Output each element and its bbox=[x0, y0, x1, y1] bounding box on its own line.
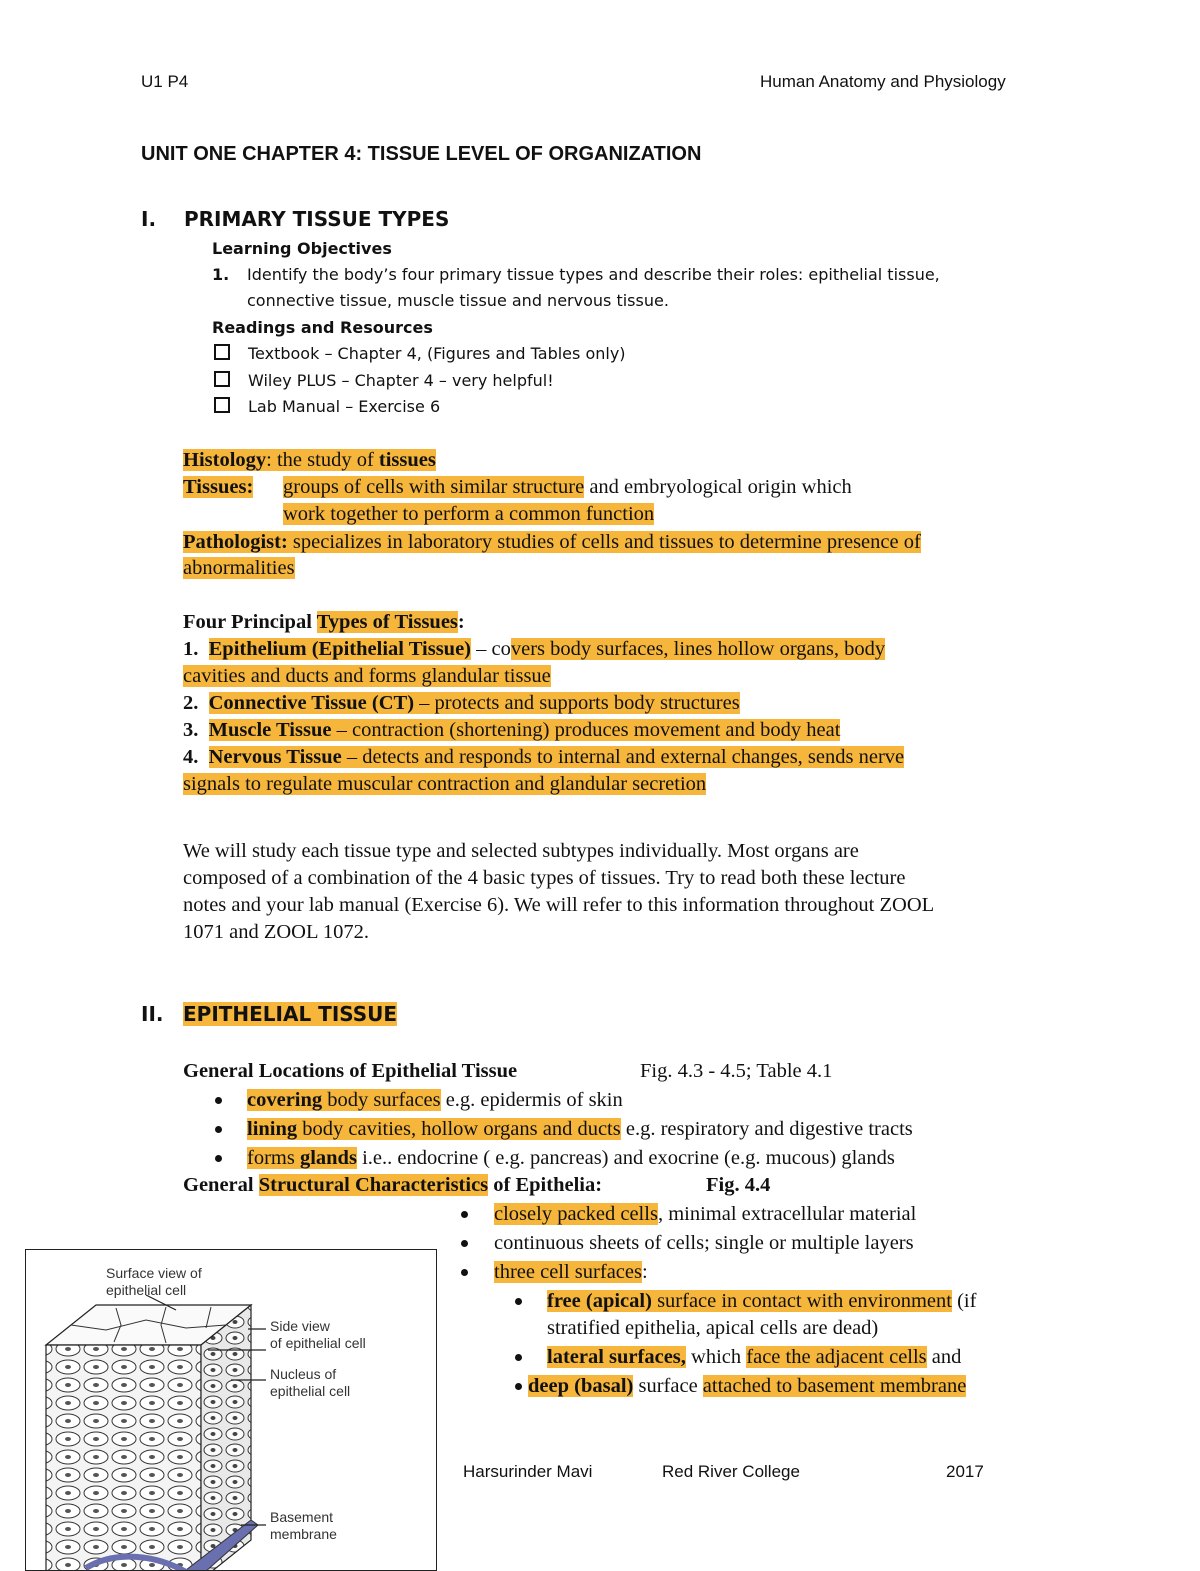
header-left: U1 P4 bbox=[141, 72, 189, 91]
location-3: forms glands i.e.. endocrine ( e.g. pancreas) and exocrine (e.g. mucous) glands bbox=[247, 1147, 895, 1169]
bullet-icon bbox=[215, 1126, 222, 1133]
checkbox-icon bbox=[214, 371, 230, 387]
objective-line-1: Identify the body’s four primary tissue types and describe their roles: epithelial tissue, bbox=[247, 265, 940, 284]
paragraph-line: notes and your lab manual (Exercise 6). We will refer to this information throughout ZOOL bbox=[183, 894, 935, 916]
epithelium-figure bbox=[25, 1249, 437, 1571]
footer-author: Harsurinder Mavi bbox=[463, 1462, 593, 1481]
location-2: lining body cavities, hollow organs and ducts e.g. respiratory and digestive tracts bbox=[247, 1118, 913, 1140]
structure-heading: General Structural Characteristics of Epithelia: bbox=[183, 1174, 603, 1196]
section-1-heading: PRIMARY TISSUE TYPES bbox=[184, 207, 450, 231]
learning-objectives-label: Learning Objectives bbox=[212, 239, 392, 258]
bullet-icon bbox=[461, 1211, 468, 1218]
paragraph-line: We will study each tissue type and selected subtypes individually. Most organs are bbox=[183, 840, 859, 862]
locations-figure-ref: Fig. 4.3 - 4.5; Table 4.1 bbox=[640, 1060, 833, 1082]
objective-line-2: connective tissue, muscle tissue and nervous tissue. bbox=[247, 291, 669, 310]
epithelium-illustration bbox=[26, 1250, 436, 1570]
bullet-icon bbox=[515, 1298, 522, 1305]
paragraph-line: composed of a combination of the 4 basic types of tissues. Try to read both these lecture bbox=[183, 867, 906, 889]
paragraph-line: 1071 and ZOOL 1072. bbox=[183, 921, 369, 943]
types-heading: Four Principal Types of Tissues: bbox=[183, 611, 465, 633]
page-title: UNIT ONE CHAPTER 4: TISSUE LEVEL OF ORGANIZATION bbox=[141, 143, 702, 165]
def-histology: Histology: the study of tissues bbox=[183, 449, 436, 471]
checkbox-icon bbox=[214, 344, 230, 360]
def-tissues: Tissues: bbox=[183, 476, 254, 498]
bullet-icon bbox=[515, 1354, 522, 1361]
def-pathologist-line-2: abnormalities bbox=[183, 557, 295, 579]
bullet-icon bbox=[515, 1383, 522, 1390]
footer-college: Red River College bbox=[662, 1462, 800, 1481]
figure-label-nucleus: Nucleus of epithelial cell bbox=[270, 1366, 351, 1399]
bullet-icon bbox=[461, 1240, 468, 1247]
type-1: 1. Epithelium (Epithelial Tissue) – covers body surfaces, lines hollow organs, body bbox=[183, 638, 886, 660]
characteristic-3: three cell surfaces: bbox=[494, 1261, 648, 1283]
type-4: 4. Nervous Tissue – detects and responds to internal and external changes, sends nerve bbox=[183, 746, 905, 768]
def-pathologist: Pathologist: specializes in laboratory studies of cells and tissues to determine presence of bbox=[183, 531, 921, 553]
type-2: 2. Connective Tissue (CT) – protects and supports body structures bbox=[183, 692, 740, 714]
section-1-number: I. bbox=[141, 207, 157, 231]
characteristic-2: continuous sheets of cells; single or multiple layers bbox=[494, 1232, 914, 1254]
characteristic-1: closely packed cells, minimal extracellular material bbox=[494, 1203, 917, 1225]
surface-3: deep (basal) surface attached to basement membrane bbox=[528, 1375, 967, 1397]
surface-1-line-2: stratified epithelia, apical cells are dead) bbox=[547, 1317, 879, 1339]
reading-item: Wiley PLUS – Chapter 4 – very helpful! bbox=[214, 371, 554, 390]
checkbox-icon bbox=[214, 397, 230, 413]
figure-label-surface: Surface view of epithelial cell bbox=[106, 1265, 202, 1298]
structure-figure-ref: Fig. 4.4 bbox=[706, 1174, 771, 1196]
footer-year: 2017 bbox=[946, 1462, 984, 1481]
bullet-icon bbox=[215, 1155, 222, 1162]
figure-label-basement: Basement membrane bbox=[270, 1509, 337, 1542]
type-1-line-2: cavities and ducts and forms glandular tissue bbox=[183, 665, 551, 687]
type-3: 3. Muscle Tissue – contraction (shortening) produces movement and body heat bbox=[183, 719, 841, 741]
bullet-icon bbox=[461, 1269, 468, 1276]
section-2-heading: EPITHELIAL TISSUE bbox=[183, 1002, 398, 1026]
type-4-line-2: signals to regulate muscular contraction and glandular secretion bbox=[183, 773, 707, 795]
def-tissues-text: groups of cells with similar structure and embryological origin which bbox=[283, 476, 852, 498]
reading-item: Textbook – Chapter 4, (Figures and Tables only) bbox=[214, 344, 626, 363]
locations-heading: General Locations of Epithelial Tissue bbox=[183, 1060, 518, 1082]
section-2-number: II. bbox=[141, 1002, 164, 1026]
reading-item: Lab Manual – Exercise 6 bbox=[214, 397, 440, 416]
readings-label: Readings and Resources bbox=[212, 318, 433, 337]
header-right: Human Anatomy and Physiology bbox=[760, 72, 1006, 91]
def-tissues-line-2: work together to perform a common function bbox=[283, 503, 655, 525]
bullet-icon bbox=[215, 1097, 222, 1104]
objective-number: 1. bbox=[212, 265, 230, 284]
surface-2: lateral surfaces, which face the adjacent cells and bbox=[547, 1346, 962, 1368]
figure-label-side: Side view of epithelial cell bbox=[270, 1318, 366, 1351]
surface-1: free (apical) surface in contact with environment (if bbox=[547, 1290, 977, 1312]
location-1: covering body surfaces e.g. epidermis of skin bbox=[247, 1089, 623, 1111]
